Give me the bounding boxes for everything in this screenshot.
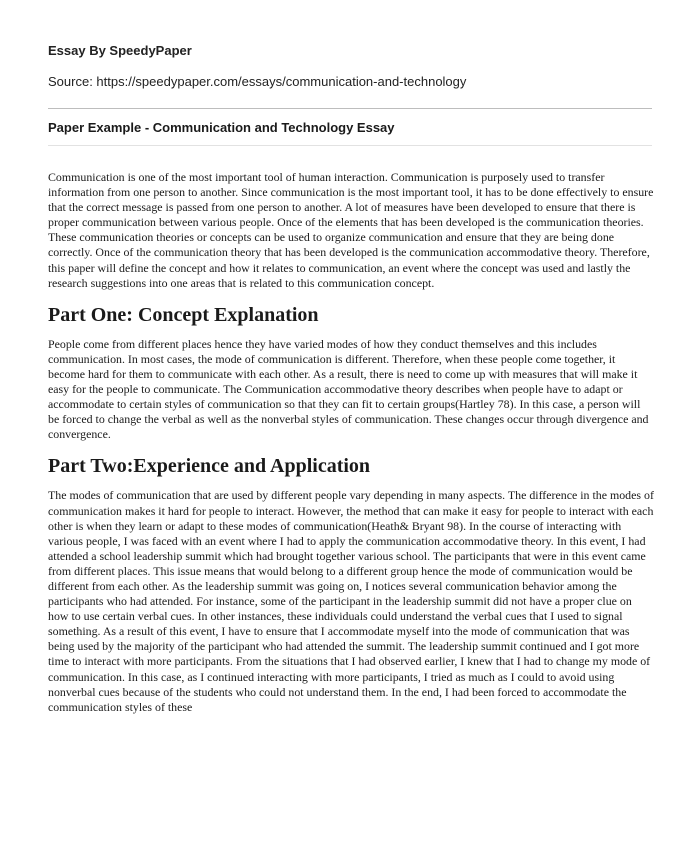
source-line: Source: https://speedypaper.com/essays/communication-and-technology	[48, 74, 467, 89]
document-title: Paper Example - Communication and Technology Essay	[48, 120, 395, 135]
site-brand: Essay By SpeedyPaper	[48, 43, 192, 58]
section-heading-concept: Part One: Concept Explanation	[48, 303, 319, 326]
essay-body	[48, 170, 654, 715]
header-divider	[48, 108, 652, 109]
title-divider	[48, 145, 652, 146]
concept-paragraph: People come from different places hence they have varied modes of how they conduct themselves and this includes communication. In most cases, the mode of communication is different. Therefore, when these people come together, it become hard for them to communicate with each other. As a result, there is need to come up with measures that will make it easy for the people to communicate. The Communication accommodative theory describes when people have to adapt or accommodate to certain styles of communication so that they can fit to certain groups(Hartley 78). In this case, a person will be forced to change the verbal as well as the nonverbal styles of communication. These changes occur through divergence and convergence.	[48, 336, 649, 442]
intro-paragraph: Communication is one of the most important tool of human interaction. Communication is purposely used to transfer information from one person to another. Since communication is the most important tool, it has to be done effectively to ensure that the correct message is passed from one person to another. A lot of measures have been developed to ensure that there is proper communication between various people. Once of the elements that has been developed is the communication theories. These communication theories or concepts can be used to organize communication and ensure that they are being done correctly. Once of the communication theory that has been developed is the communication accommodative theory. Therefore, this paper will define the concept and how it relates to communication, an event where the concept was used and lastly the research suggestions into one areas that is related to this communication concept.	[48, 170, 654, 290]
experience-paragraph: The modes of communication that are used by different people vary depending in many aspects. The difference in the modes of communication makes it hard for people to interact. However, the method that can make it easy for people to interact with each other is when they learn or adapt to these modes of communication(Heath& Bryant 98). In the course of interacting with various people, I was faced with an event where I had to apply the communication accommodative theory. In this event, I had attended a school leadership summit which had brought together various school. The participants that were in this event came from different places. This issue means that would belong to a different group hence the mode of communication would be different from each other. As the leadership summit was going on, I notices several communication behavior among the participants who had attended. For instance, some of the participant in the leadership summit did not have a proper clue on how to use certain verbal cues. In other instances, these individuals could understand the verbal cues that I used to signal something. As a result of this event, I have to ensure that I accommodate myself into the mode of communication that was being used by the majority of the participant who had attended the summit. The leadership summit continued and I got more time to interact with more participants. From the situations that I had observed earlier, I knew that I had to change my mode of communication. In this case, as I continued interacting with more participants, I tried as much as I could to avoid using nonverbal cues because of the students who could not understand them. In the end, I had been forced to accommodate the communication styles of these	[48, 488, 654, 714]
section-heading-experience: Part Two:Experience and Application	[48, 455, 371, 478]
